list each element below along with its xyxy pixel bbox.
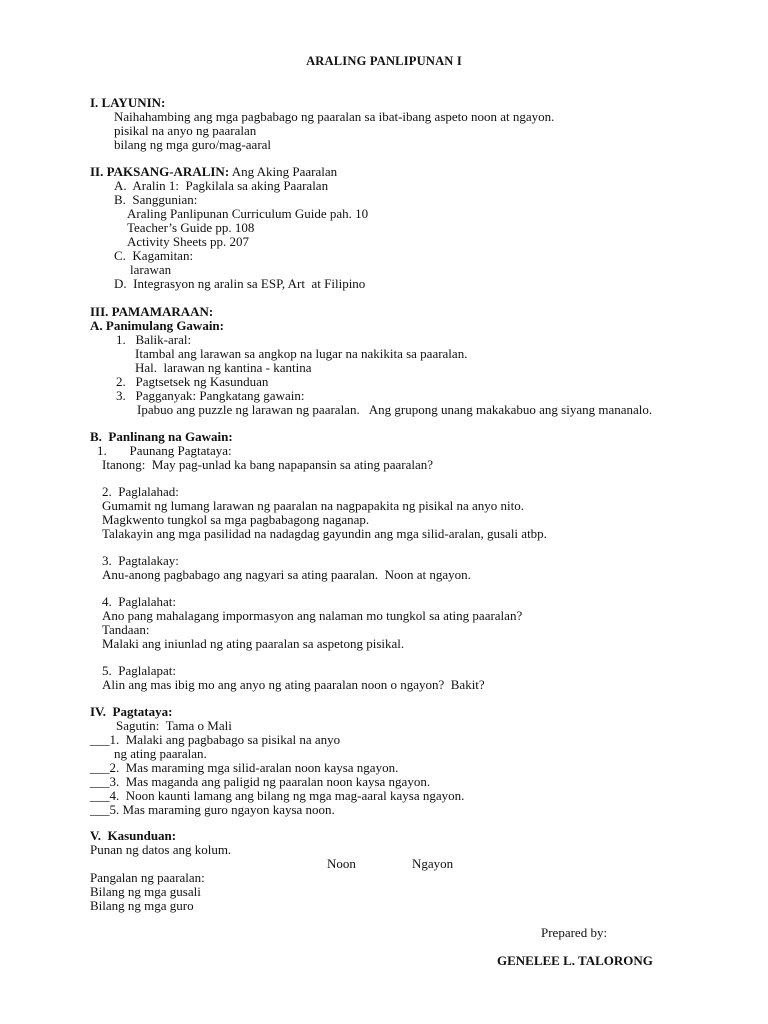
assessment-item-4: ___4. Noon kaunti lamang ang bilang ng mga mag-aaral kaysa ngayon. [90,788,465,803]
section-2-heading: II. PAKSANG-ARALIN: [90,164,230,179]
objective-line-2: pisikal na anyo ng paaralan [114,123,257,138]
part-a-item-3-line-1: Ipabuo ang puzzle ng larawan ng paaralan. Ang grupong unang makakabuo ang siyang mananalo. [137,402,653,417]
reference-2: Teacher’s Guide pp. 108 [127,220,255,235]
part-b-item-4-line-3: Malaki ang iniunlad ng ating paaralan sa aspetong pisikal. [102,636,405,651]
section-4-heading: IV. Pagtataya: [90,704,173,719]
part-b-item-2: 2. Paglalahad: [102,484,179,499]
part-b-item-3: 3. Pagtalakay: [102,553,179,568]
section-1-heading: I. LAYUNIN: [90,95,166,110]
objective-line-3: bilang ng mga guro/mag-aaral [114,137,272,152]
assessment-item-1: ___1. Malaki ang pagbabago sa pisikal na anyo [90,732,341,747]
part-a-item-1: 1. Balik-aral: [116,332,192,347]
part-b-item-2-line-1: Gumamit ng lumang larawan ng paaralan na nagpapakita ng pisikal na anyo nito. [102,498,525,513]
assessment-item-3: ___3. Mas maganda ang paligid ng paaralan noon kaysa ngayon. [90,774,431,789]
part-b-item-1-line-1: Itanong: May pag-unlad ka bang napapansin sa ating paaralan? [102,457,434,472]
part-b-item-5: 5. Paglalapat: [102,663,177,678]
part-b-item-2-line-3: Talakayin ang mga pasilidad na nadagdag gayundin ang mga silid-aralan, gusali atbp. [102,526,547,541]
section-2-heading-row [90,165,337,179]
column-header-noon: Noon [327,856,356,871]
part-b-item-4-line-1: Ano pang mahalagang impormasyon ang nalaman mo tungkol sa ating paaralan? [102,608,523,623]
part-b-item-3-line-1: Anu-anong pagbabago ang nagyari sa ating paaralan. Noon at ngayon. [102,567,471,582]
part-b-item-1: 1. Paunang Pagtataya: [97,443,232,458]
subject-item-c: C. Kagamitan: [114,248,194,263]
assignment-row-3: Bilang ng mga guro [90,898,194,913]
assessment-item-5: ___5. Mas maraming guro ngayon kaysa noon. [90,802,335,817]
section-2-topic: Ang Aking Paaralan [229,164,338,179]
part-a-item-2: 2. Pagtsetsek ng Kasunduan [116,374,269,389]
assessment-item-1-cont: ng ating paaralan. [114,746,207,761]
part-a-heading: A. Panimulang Gawain: [90,318,224,333]
materials-1: larawan [130,262,172,277]
part-b-item-4: 4. Paglalahat: [102,594,177,609]
section-3-heading: III. PAMAMARAAN: [90,304,214,319]
subject-item-a: A. Aralin 1: Pagkilala sa aking Paaralan [114,178,329,193]
subject-item-b: B. Sanggunian: [114,192,198,207]
part-a-item-1-line-1: Itambal ang larawan sa angkop na lugar na nakikita sa paaralan. [135,346,468,361]
part-b-item-5-line-1: Alin ang mas ibig mo ang anyo ng ating paaralan noon o ngayon? Bakit? [102,677,485,692]
part-a-item-3: 3. Pagganyak: Pangkatang gawain: [116,388,305,403]
part-b-heading: B. Panlinang na Gawain: [90,429,233,444]
part-a-item-1-line-2: Hal. larawan ng kantina - kantina [135,360,312,375]
prepared-by-label: Prepared by: [541,925,608,940]
section-5-heading: V. Kasunduan: [90,828,177,843]
subject-item-d: D. Integrasyon ng aralin sa ESP, Art at Filipino [114,276,366,291]
part-b-item-2-line-2: Magkwento tungkol sa mga pagbabagong naganap. [102,512,370,527]
column-header-ngayon: Ngayon [412,856,454,871]
reference-3: Activity Sheets pp. 207 [127,234,250,249]
assessment-item-2: ___2. Mas maraming mga silid-aralan noon kaysa ngayon. [90,760,399,775]
assessment-instruction: Sagutin: Tama o Mali [116,718,232,733]
document-title: ARALING PANLIPUNAN I [306,54,462,68]
objective-line-1: Naihahambing ang mga pagbabago ng paaralan sa ibat-ibang aspeto noon at ngayon. [114,109,555,124]
preparer-name: GENELEE L. TALORONG [497,953,653,968]
assignment-row-1: Pangalan ng paaralan: [90,870,205,885]
reference-1: Araling Panlipunan Curriculum Guide pah. 10 [127,206,369,221]
part-b-item-4-line-2: Tandaan: [102,622,150,637]
assignment-row-2: Bilang ng mga gusali [90,884,201,899]
assignment-instruction: Punan ng datos ang kolum. [90,842,232,857]
